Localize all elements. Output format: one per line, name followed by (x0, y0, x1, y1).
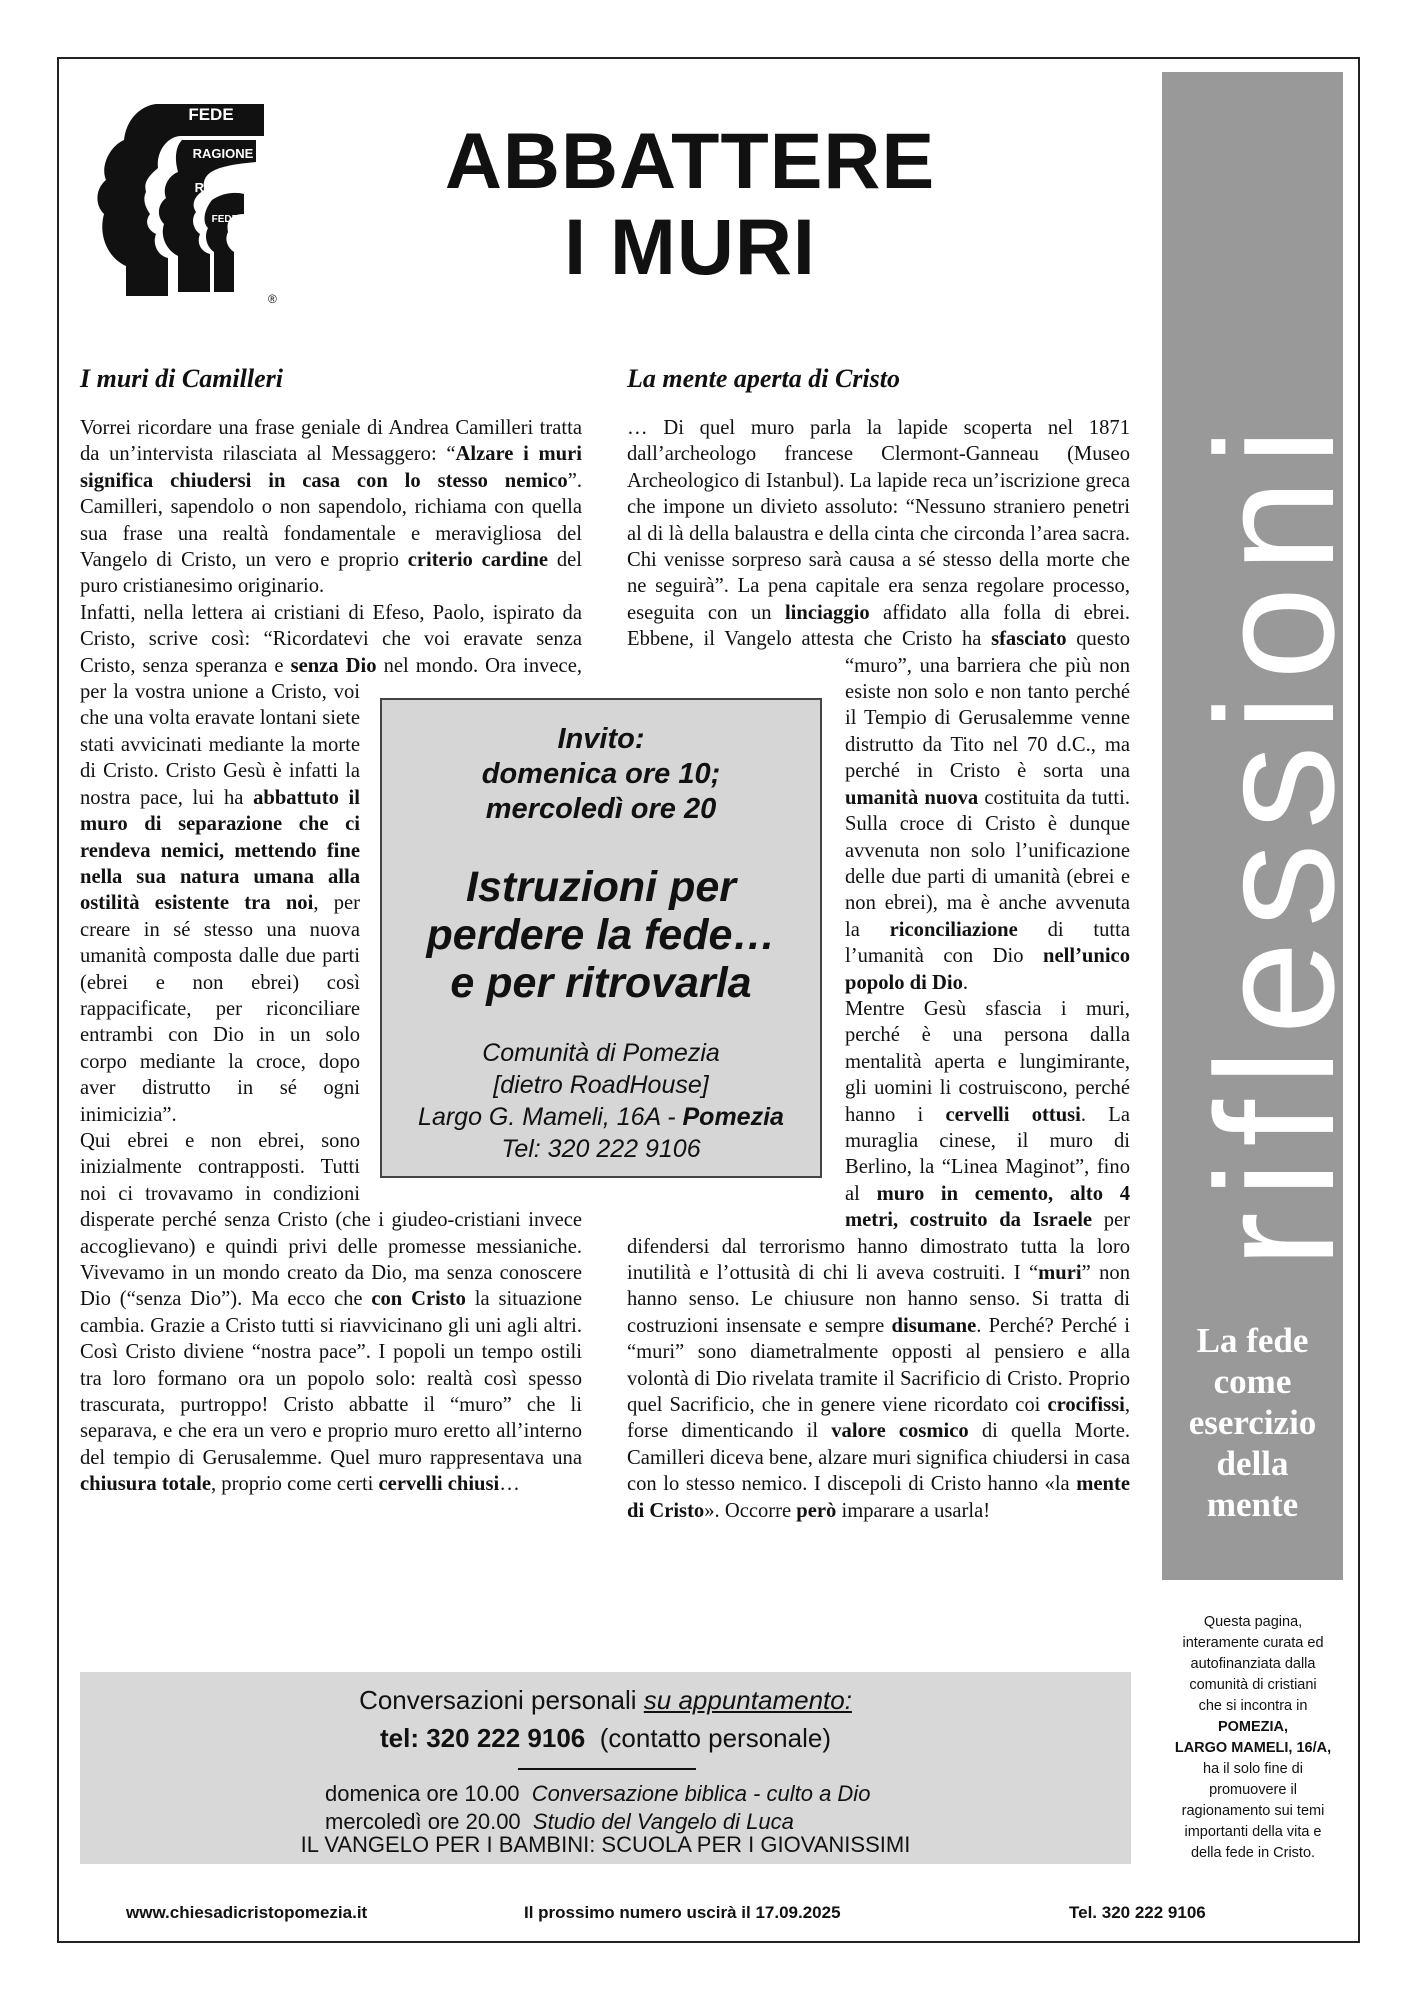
logo-word: FEDE (188, 105, 234, 124)
left-article-title: I muri di Camilleri (80, 364, 283, 393)
contact-box (80, 1672, 1131, 1864)
fede-ragione-logo (86, 96, 286, 306)
appointment-underlined: su appuntamento: (643, 1685, 852, 1715)
note-line: promuovere il (1209, 1782, 1297, 1798)
motto-line: come (1213, 1362, 1292, 1401)
invitation-title-line: e per ritrovarla (450, 959, 752, 1007)
note-line: ragionamento sui temi (1181, 1803, 1325, 1819)
schedule-item: mercoledì ore 20.00 Studio del Vangelo di Luca (325, 1809, 794, 1834)
contact-phone-note: (contatto personale) (599, 1723, 831, 1753)
motto-line: della (1216, 1444, 1289, 1483)
next-issue-note: Il prossimo numero uscirà il 17.09.2025 (524, 1903, 841, 1922)
note-line: interamente curata ed (1182, 1635, 1324, 1651)
contact-phone: tel: 320 222 9106 (380, 1723, 586, 1753)
note-line: della fede in Cristo. (1190, 1845, 1316, 1861)
paragraph: Mentre Gesù sfascia i muri, perché è una persona dalla mentalità aperta e lungimirante, gli uomini li costruiscono, perché hanno i cervelli ottusi. La muraglia cinese, il muro di Berlino, la “Linea Maginot”, fino al muro in cemento, alto 4 metri, costruito da Israele per difendersi dal terrorismo hanno dimostrato tutta la loro inutilità e l’ottusità di chi li aveva costruiti. I “muri” non hanno senso. Le chiusure non hanno senso. Si tratta di costruzioni insensate e sempre disumane. Perché? Perché i “muri” sono diametralmente opposti al pensiero e alla volontà di Dio rivelata tramite il Sacrificio di Cristo. Proprio quel Sacrificio, che in genere viene ricordato coi crocifissi, forse dimenticando il valore cosmico di quella Morte. Camilleri diceva bene, alzare muri significa chiudersi in casa con lo stesso nemico. I discepoli di Cristo hanno «la mente di Cristo». Occorre però imparare a usarla! (627, 997, 1131, 1522)
logo-word: RAGIONE (194, 180, 256, 195)
note-line: autofinanziata dalla (1190, 1656, 1316, 1672)
right-article-title: La mente aperta di Cristo (627, 364, 900, 393)
note-line: importanti della vita e (1184, 1824, 1322, 1840)
footer-phone: Tel. 320 222 9106 (1069, 1903, 1206, 1922)
appointment-line: Conversazioni personali su appuntamento: (359, 1685, 852, 1715)
note-line: ha il solo fine di (1203, 1761, 1303, 1777)
invitation-header (382, 722, 820, 827)
invitation-title-line: perdere la fede… (426, 911, 776, 959)
divider (518, 1768, 696, 1770)
invitation-line: mercoledì ore 20 (485, 793, 717, 825)
page-title (380, 118, 1000, 290)
registered-mark: ® (268, 292, 277, 306)
sidebar-motto (1162, 1320, 1343, 1525)
paragraph: Infatti, nella lettera ai cristiani di Efeso, Paolo, ispirato da Cristo, scrive così: “Ricordatevi che voi eravate senza Cristo, senza speranza e senza Dio nel mondo. Ora invece, per la vostra unione a Cristo, voi che una volta eravate lontani siete stati avvicinati mediante la morte di Cristo. Cristo Gesù è infatti la nostra pace, lui ha abbattuto il muro di separazione che ci rendeva nemici, mettendo fine nella sua natura umana alla ostilità esistente tra noi, per creare in sé stesso una nuova umanità composta dalle due parti (ebrei e non ebrei) così rappacificate, per riconciliare entrambi con Dio in un solo corpo mediante la croce, dopo aver distrutto in sé ogni inimicizia”. (80, 601, 582, 1126)
invitation-phone: Tel: 320 222 9106 (501, 1135, 701, 1163)
invitation-title-line: Istruzioni per (466, 863, 736, 911)
title-line: I MURI (564, 202, 816, 291)
invitation-title (382, 863, 820, 1007)
invitation-address (382, 1037, 820, 1165)
logo-word: FEDE (211, 214, 239, 225)
motto-line: mente (1206, 1485, 1299, 1524)
street-address: Largo G. Mameli, 16A - Pomezia (418, 1103, 784, 1131)
contact-phone-line (80, 1722, 1131, 1754)
invitation-line: Invito: (557, 723, 645, 755)
note-line: POMEZIA, (1217, 1719, 1289, 1735)
sidebar-note (1160, 1612, 1346, 1864)
city-name: Pomezia (682, 1103, 784, 1131)
location-note: [dietro RoadHouse] (493, 1071, 709, 1099)
schedule-list (325, 1780, 870, 1836)
paragraph: Vorrei ricordare una frase geniale di Andrea Camilleri tratta da un’intervista rilasciata al Messaggero: “Alzare i muri significa chiudersi in casa con lo stesso nemico”. Camilleri, sapendolo o non sapendolo, richiama con quella sua frase una realtà fondamentale e meravigliosa del Vangelo di Cristo, un vero e proprio criterio cardine del puro cristianesimo originario. (80, 417, 582, 598)
motto-line: La fede (1196, 1321, 1309, 1360)
schedule-item: domenica ore 10.00 Conversazione biblica - culto a Dio (325, 1781, 871, 1806)
website-link[interactable]: www.chiesadicristopomezia.it (126, 1903, 368, 1922)
note-line: comunità di cristiani (1189, 1677, 1317, 1693)
motto-line: esercizio (1188, 1403, 1317, 1442)
note-line: Questa pagina, (1203, 1614, 1303, 1630)
community-name: Comunità di Pomezia (482, 1039, 720, 1067)
logo-word: RAGIONE (192, 146, 254, 161)
paragraph: … Di quel muro parla la lapide scoperta nel 1871 dall’archeologo francese Clermont-Ganneau (Museo Archeologico di Istanbul). La lapide reca un’iscrizione greca che impone un divieto assoluto: “Nessuno straniero penetri al di là della balaustra e della cinta che circonda l’area sacra. Chi venisse sorpreso sarà causa a sé stesso della morte che ne seguirà”. La pena capitale era senza regolare processo, eseguita con un linciaggio affidato alla folla di ebrei. Ebbene, il Vangelo attesta che Cristo ha sfasciato questo “muro”, una barriera che più non esiste non solo e non tanto perché il Tempio di Gerusalemme venne distrutto da Tito nel 70 d.C., ma perché in Cristo è sorta una umanità nuova costituita da tutti. Sulla croce di Cristo è dunque avvenuta non solo l’unificazione delle due parti di umanità (ebrei e non ebrei), ma è anche avvenuta la riconciliazione di tutta l’umanità con Dio nell’unico popolo di Dio. (627, 417, 1131, 994)
paragraph: Qui ebrei e non ebrei, sono inizialmente contrapposti. Tutti noi ci trovavamo in condizioni disperate perché senza Cristo (che i giudeo-cristiani invece accoglievano) e quindi privi delle promesse messianiche. Vivevamo in un mondo creato da Dio, ma senza conoscere Dio (“senza Dio”). Ma ecco che con Cristo la situazione cambia. Grazie a Cristo tutti si riavvicinano gli uni agli altri. Così Cristo diviene “nostra pace”. I popoli un tempo ostili tra loro formano ora un popolo solo: realtà così spesso trascurata, purtroppo! Cristo abbatte il “muro” che li separava, e che era un vero e proprio muro eretto all’interno del tempio di Gerusalemme. Quel muro rappresentava una chiusura totale, proprio come certi cervelli chiusi… (80, 1129, 582, 1496)
title-line: ABBATTERE (444, 116, 936, 205)
note-line: che si incontra in (1198, 1698, 1308, 1714)
children-program: IL VANGELO PER I BAMBINI: SCUOLA PER I GIOVANISSIMI (300, 1832, 911, 1857)
note-line: LARGO MAMELI, 16/A, (1174, 1740, 1332, 1756)
invitation-box (380, 698, 822, 1178)
invitation-line: domenica ore 10; (481, 758, 721, 790)
section-label: riflessioni (1181, 413, 1369, 1268)
